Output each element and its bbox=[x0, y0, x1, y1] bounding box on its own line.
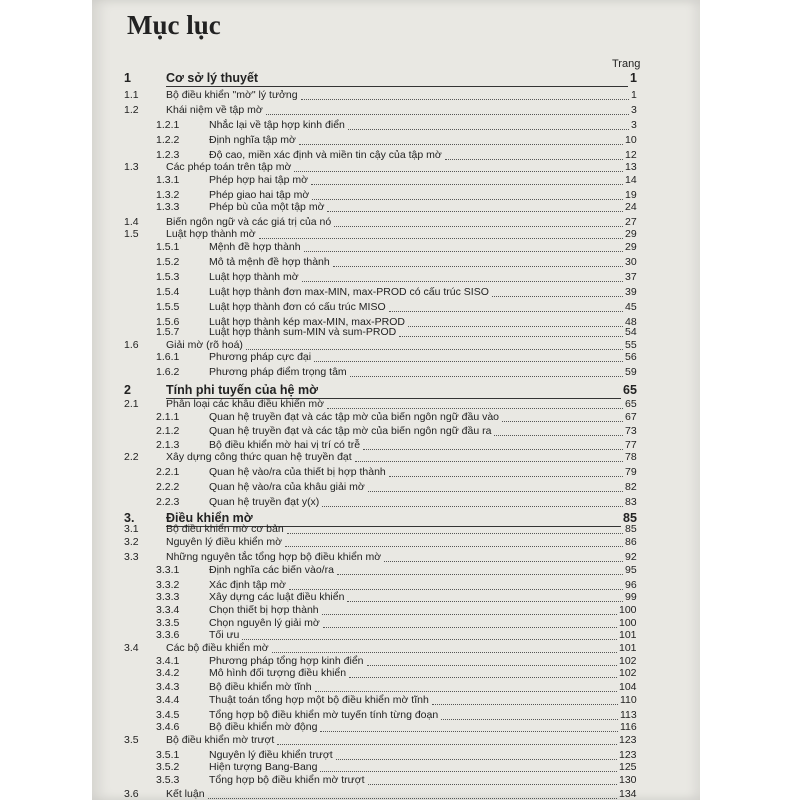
toc-leader-line bbox=[327, 211, 623, 212]
toc-entry-number: 3.5.1 bbox=[156, 749, 180, 761]
toc-page-number: 3 bbox=[631, 119, 637, 131]
toc-page-number: 24 bbox=[625, 201, 637, 213]
toc-row bbox=[0, 133, 800, 149]
toc-entry-number: 1.2 bbox=[124, 104, 139, 116]
toc-leader-line bbox=[322, 506, 623, 507]
toc-leader-line bbox=[285, 546, 623, 547]
toc-row bbox=[0, 733, 800, 749]
toc-entry-number: 3.3.2 bbox=[156, 579, 180, 591]
toc-page-number: 59 bbox=[625, 366, 637, 378]
toc-page-number: 14 bbox=[625, 174, 637, 186]
toc-entry-number: 2.1.2 bbox=[156, 425, 180, 437]
toc-entry-title: Luật hợp thành đơn có cấu trúc MISO bbox=[209, 301, 386, 313]
toc-row bbox=[0, 563, 800, 579]
toc-entry-title: Phương pháp tổng hợp kinh điển bbox=[209, 655, 364, 667]
toc-leader-line bbox=[259, 238, 623, 239]
toc-entry-title: Bộ điều khiển mờ hai vị trí có trễ bbox=[209, 439, 361, 451]
toc-entry-title: Nhắc lại về tập hợp kinh điển bbox=[209, 119, 345, 131]
toc-entry-number: 3.5 bbox=[124, 734, 139, 746]
toc-entry-number: 1.2.3 bbox=[156, 149, 180, 161]
toc-leader-line bbox=[494, 435, 623, 436]
toc-entry-title: Bộ điều khiển mờ tĩnh bbox=[209, 681, 312, 693]
toc-entry-number: 1.3 bbox=[124, 161, 139, 173]
toc-entry-number: 3.3.4 bbox=[156, 604, 180, 616]
toc-page-number: 100 bbox=[619, 604, 637, 616]
toc-entry-number: 1.6.1 bbox=[156, 351, 180, 363]
toc-page-number: 86 bbox=[625, 536, 637, 548]
toc-leader-line bbox=[302, 281, 623, 282]
toc-row bbox=[0, 693, 800, 709]
toc-page-number: 123 bbox=[619, 734, 637, 746]
toc-leader-line bbox=[304, 251, 623, 252]
toc-entry-number: 2 bbox=[124, 383, 131, 397]
toc-entry-title: Nguyên lý điều khiển mờ bbox=[166, 536, 283, 548]
toc-leader-line bbox=[311, 184, 623, 185]
toc-entry-number: 1.2.2 bbox=[156, 134, 180, 146]
toc-entry-title: Bộ điều khiển mờ trượt bbox=[166, 734, 275, 746]
toc-page-number: 83 bbox=[625, 496, 637, 508]
toc-entry-title: Tối ưu bbox=[209, 629, 240, 641]
toc-entry-title: Những nguyên tắc tổng hợp bộ điều khiển mờ bbox=[166, 551, 382, 563]
toc-entry-title: Cơ sở lý thuyết bbox=[166, 71, 259, 85]
toc-page-number: 29 bbox=[625, 228, 637, 240]
toc-entry-title: Xây dựng công thức quan hệ truyền đạt bbox=[166, 451, 352, 463]
toc-entry-number: 1.3.1 bbox=[156, 174, 180, 186]
toc-leader-line bbox=[368, 491, 623, 492]
toc-row bbox=[0, 365, 800, 381]
toc-entry-number: 3.4 bbox=[124, 642, 139, 654]
toc-row bbox=[0, 200, 800, 216]
toc-entry-number: 3.4.5 bbox=[156, 709, 180, 721]
toc-entry-number: 1.4 bbox=[124, 216, 139, 228]
toc-page-number: 67 bbox=[625, 411, 637, 423]
toc-row bbox=[0, 300, 800, 316]
toc-entry-number: 2.1.1 bbox=[156, 411, 180, 423]
toc-leader-line bbox=[299, 144, 623, 145]
toc-entry-number: 3.5.2 bbox=[156, 761, 180, 773]
toc-row bbox=[0, 535, 800, 551]
toc-page-number: 130 bbox=[619, 774, 637, 786]
toc-entry-number: 2.2.2 bbox=[156, 481, 180, 493]
toc-entry-number: 1.2.1 bbox=[156, 119, 180, 131]
toc-entry-title: Phương pháp điểm trọng tâm bbox=[209, 366, 347, 378]
toc-entry-title: Tổng hợp bộ điều khiển mờ tuyến tính từng đoạn bbox=[209, 709, 439, 721]
toc-page-number: 113 bbox=[620, 709, 637, 721]
toc-leader-line bbox=[314, 361, 623, 362]
toc-page-number: 3 bbox=[631, 104, 637, 116]
toc-page-number: 110 bbox=[620, 694, 637, 706]
toc-leader-line bbox=[242, 639, 617, 640]
toc-entry-title: Phương pháp cực đại bbox=[209, 351, 312, 363]
toc-entry-number: 3.3.3 bbox=[156, 591, 180, 603]
toc-page-number: 37 bbox=[625, 271, 637, 283]
toc-entry-title: Điều khiển mờ bbox=[166, 511, 253, 525]
toc-leader-line bbox=[355, 461, 623, 462]
toc-leader-line bbox=[350, 376, 623, 377]
toc-row bbox=[0, 480, 800, 496]
toc-row bbox=[0, 350, 800, 366]
toc-page-number: 45 bbox=[625, 301, 637, 313]
toc-leader-line bbox=[322, 614, 617, 615]
toc-entry-title: Định nghĩa tập mờ bbox=[209, 134, 296, 146]
toc-entry-title: Bộ điều khiển "mờ" lý tưởng bbox=[166, 89, 298, 101]
toc-entry-title: Luật hợp thành mờ bbox=[209, 271, 299, 283]
toc-entry-title: Mệnh đề hợp thành bbox=[209, 241, 301, 253]
toc-page-number: 56 bbox=[625, 351, 637, 363]
toc-page-number: 73 bbox=[625, 425, 637, 437]
toc-entry-title: Bộ điều khiển mờ cơ bản bbox=[166, 523, 284, 535]
toc-page-number: 79 bbox=[625, 466, 637, 478]
toc-entry-number: 1.3.2 bbox=[156, 189, 180, 201]
toc-page-number: 27 bbox=[625, 216, 637, 228]
toc-entry-title: Quan hệ truyền đạt và các tập mờ của biến ngôn ngữ đầu ra bbox=[209, 425, 492, 437]
toc-leader-line bbox=[389, 311, 623, 312]
toc-page-number: 125 bbox=[619, 761, 637, 773]
toc-page-number: 30 bbox=[625, 256, 637, 268]
toc-page-number: 1 bbox=[631, 89, 637, 101]
toc-entry-number: 3.4.6 bbox=[156, 721, 180, 733]
toc-leader-line bbox=[208, 798, 617, 799]
toc-entry-number: 3. bbox=[124, 511, 135, 525]
toc-leader-line bbox=[315, 691, 617, 692]
toc-leader-line bbox=[348, 129, 629, 130]
toc-entry-number: 3.4.1 bbox=[156, 655, 180, 667]
toc-page-number: 134 bbox=[619, 788, 637, 800]
toc-entry-title: Xác định tập mờ bbox=[209, 579, 286, 591]
toc-entry-title: Các bộ điều khiển mờ bbox=[166, 642, 269, 654]
toc-entry-title: Chọn nguyên lý giải mờ bbox=[209, 617, 320, 629]
toc-entry-title: Tính phi tuyến của hệ mờ bbox=[166, 383, 318, 397]
toc-entry-number: 3.1 bbox=[124, 523, 139, 535]
toc-leader-line bbox=[287, 533, 623, 534]
toc-row bbox=[0, 787, 800, 803]
toc-page-number: 29 bbox=[625, 241, 637, 253]
toc-entry-number: 3.2 bbox=[124, 536, 139, 548]
toc-row bbox=[0, 285, 800, 301]
toc-leader-line bbox=[347, 601, 623, 602]
toc-page-number: 1 bbox=[630, 71, 637, 85]
toc-page-number: 101 bbox=[619, 642, 637, 654]
toc-entry-title: Bộ điều khiển mờ động bbox=[209, 721, 318, 733]
toc-entry-number: 3.4.4 bbox=[156, 694, 180, 706]
toc-page-number: 95 bbox=[625, 564, 637, 576]
toc-entry-title: Hiện tượng Bang-Bang bbox=[209, 761, 318, 773]
toc-entry-title: Luật hợp thành đơn max-MIN, max-PROD có cấu trúc SISO bbox=[209, 286, 489, 298]
toc-leader-line bbox=[337, 574, 623, 575]
toc-entry-title: Quan hệ vào/ra của khâu giải mờ bbox=[209, 481, 365, 493]
toc-leader-line bbox=[320, 771, 617, 772]
toc-entry-number: 2.1 bbox=[124, 398, 139, 410]
toc-entry-number: 1.3.3 bbox=[156, 201, 180, 213]
toc-leader-line bbox=[432, 704, 618, 705]
toc-leader-line bbox=[301, 99, 629, 100]
toc-entry-number: 3.4.2 bbox=[156, 667, 180, 679]
toc-entry-title: Luật hợp thành kép max-MIN, max-PROD bbox=[209, 316, 405, 328]
toc-leader-line bbox=[384, 561, 623, 562]
toc-row bbox=[0, 465, 800, 481]
toc-entry-title: Biến ngôn ngữ và các giá trị của nó bbox=[166, 216, 332, 228]
toc-entry-number: 3.6 bbox=[124, 788, 139, 800]
toc-entry-number: 1.5.2 bbox=[156, 256, 180, 268]
toc-entry-number: 1.6.2 bbox=[156, 366, 180, 378]
page-title: Mục lục bbox=[127, 10, 221, 40]
toc-entry-title: Nguyên lý điều khiển trượt bbox=[209, 749, 333, 761]
toc-leader-line bbox=[166, 86, 628, 87]
toc-entry-title: Thuật toán tổng hợp một bộ điều khiển mờ tĩnh bbox=[209, 694, 429, 706]
toc-entry-title: Kết luận bbox=[166, 788, 205, 800]
toc-leader-line bbox=[294, 171, 623, 172]
toc-leader-line bbox=[389, 476, 623, 477]
toc-entry-number: 2.2 bbox=[124, 451, 139, 463]
toc-leader-line bbox=[368, 784, 617, 785]
toc-entry-number: 3.3.5 bbox=[156, 617, 180, 629]
toc-entry-number: 3.4.3 bbox=[156, 681, 180, 693]
toc-leader-line bbox=[320, 731, 618, 732]
toc-page-number: 92 bbox=[625, 551, 637, 563]
toc-row bbox=[0, 88, 800, 104]
toc-page-number: 77 bbox=[625, 439, 637, 451]
toc-entry-number: 1.1 bbox=[124, 89, 139, 101]
toc-row bbox=[0, 173, 800, 189]
toc-entry-number: 2.2.1 bbox=[156, 466, 180, 478]
toc-page-number: 116 bbox=[620, 721, 637, 733]
toc-page-number: 54 bbox=[625, 326, 637, 338]
toc-entry-title: Phép giao hai tập mờ bbox=[209, 189, 310, 201]
toc-leader-line bbox=[266, 114, 629, 115]
toc-entry-number: 3.3.6 bbox=[156, 629, 180, 641]
toc-page-number: 104 bbox=[619, 681, 637, 693]
toc-entry-title: Mô hình đối tượng điều khiển bbox=[209, 667, 347, 679]
toc-chapter-row bbox=[0, 70, 800, 86]
toc-entry-number: 1.5.7 bbox=[156, 326, 180, 338]
toc-entry-title: Tổng hợp bộ điều khiển mờ trượt bbox=[209, 774, 365, 786]
toc-leader-line bbox=[327, 408, 623, 409]
toc-entry-title: Độ cao, miền xác định và miền tin cậy của tập mờ bbox=[209, 149, 442, 161]
toc-leader-line bbox=[272, 652, 617, 653]
toc-row bbox=[0, 495, 800, 511]
page-column-header: Trang bbox=[612, 58, 641, 70]
toc-page-number: 13 bbox=[625, 161, 637, 173]
toc-entry-title: Phép hợp hai tập mờ bbox=[209, 174, 308, 186]
toc-entry-title: Mô tả mệnh đề hợp thành bbox=[209, 256, 330, 268]
toc-page-number: 82 bbox=[625, 481, 637, 493]
toc-leader-line bbox=[492, 296, 623, 297]
toc-entry-number: 1.5.6 bbox=[156, 316, 180, 328]
toc-page-number: 101 bbox=[619, 629, 637, 641]
toc-leader-line bbox=[349, 677, 617, 678]
toc-row bbox=[0, 255, 800, 271]
toc-entry-title: Luật hợp thành mờ bbox=[166, 228, 256, 240]
toc-entry-title: Các phép toán trên tập mờ bbox=[166, 161, 292, 173]
toc-page-number: 39 bbox=[625, 286, 637, 298]
toc-entry-title: Khái niệm về tập mờ bbox=[166, 104, 263, 116]
toc-page-number: 78 bbox=[625, 451, 637, 463]
toc-entry-number: 3.5.3 bbox=[156, 774, 180, 786]
toc-page-number: 48 bbox=[625, 316, 637, 328]
toc-page-number: 100 bbox=[619, 617, 637, 629]
toc-entry-title: Giải mờ (rõ hoá) bbox=[166, 339, 243, 351]
toc-leader-line bbox=[399, 336, 623, 337]
toc-entry-number: 1.5.3 bbox=[156, 271, 180, 283]
toc-row bbox=[0, 103, 800, 119]
toc-entry-number: 1.5 bbox=[124, 228, 139, 240]
toc-row bbox=[0, 240, 800, 256]
toc-entry-title: Phép bù của một tập mờ bbox=[209, 201, 325, 213]
toc-entry-title: Quan hệ truyền đạt và các tập mờ của biến ngôn ngữ đầu vào bbox=[209, 411, 500, 423]
toc-entry-number: 1.5.4 bbox=[156, 286, 180, 298]
toc-entry-number: 3.3 bbox=[124, 551, 139, 563]
toc-leader-line bbox=[333, 266, 623, 267]
toc-row bbox=[0, 450, 800, 466]
toc-entry-number: 1.5.1 bbox=[156, 241, 180, 253]
toc-entry-title: Phân loại các khâu điều khiển mờ bbox=[166, 398, 325, 410]
toc-page-number: 65 bbox=[625, 398, 637, 410]
toc-page-number: 102 bbox=[619, 655, 637, 667]
toc-row bbox=[0, 118, 800, 134]
toc-leader-line bbox=[277, 744, 617, 745]
toc-entry-number: 1 bbox=[124, 71, 131, 85]
toc-entry-title: Chọn thiết bị hợp thành bbox=[209, 604, 319, 616]
toc-entry-title: Định nghĩa các biến vào/ra bbox=[209, 564, 334, 576]
toc-entry-number: 2.2.3 bbox=[156, 496, 180, 508]
toc-page-number: 123 bbox=[619, 749, 637, 761]
toc-entry-number: 2.1.3 bbox=[156, 439, 180, 451]
toc-entry-number: 1.5.5 bbox=[156, 301, 180, 313]
toc-page-number: 99 bbox=[625, 591, 637, 603]
toc-page-number: 85 bbox=[623, 511, 637, 525]
toc-page-number: 102 bbox=[619, 667, 637, 679]
toc-chapter-row bbox=[0, 382, 800, 398]
toc-entry-title: Xây dựng các luật điều khiển bbox=[209, 591, 345, 603]
toc-page-number: 85 bbox=[625, 523, 637, 535]
toc-page-number: 55 bbox=[625, 339, 637, 351]
toc-page-number: 12 bbox=[625, 149, 637, 161]
toc-page-number: 19 bbox=[625, 189, 637, 201]
toc-page-number: 65 bbox=[623, 383, 637, 397]
toc-entry-title: Luật hợp thành sum-MIN và sum-PROD bbox=[209, 326, 397, 338]
toc-page-number: 10 bbox=[625, 134, 637, 146]
toc-entry-number: 1.6 bbox=[124, 339, 139, 351]
toc-entry-title: Quan hệ truyền đạt y(x) bbox=[209, 496, 320, 508]
toc-page-number: 96 bbox=[625, 579, 637, 591]
toc-leader-line bbox=[502, 421, 623, 422]
toc-row bbox=[0, 270, 800, 286]
toc-entry-title: Quan hệ vào/ra của thiết bị hợp thành bbox=[209, 466, 386, 478]
toc-entry-number: 3.3.1 bbox=[156, 564, 180, 576]
